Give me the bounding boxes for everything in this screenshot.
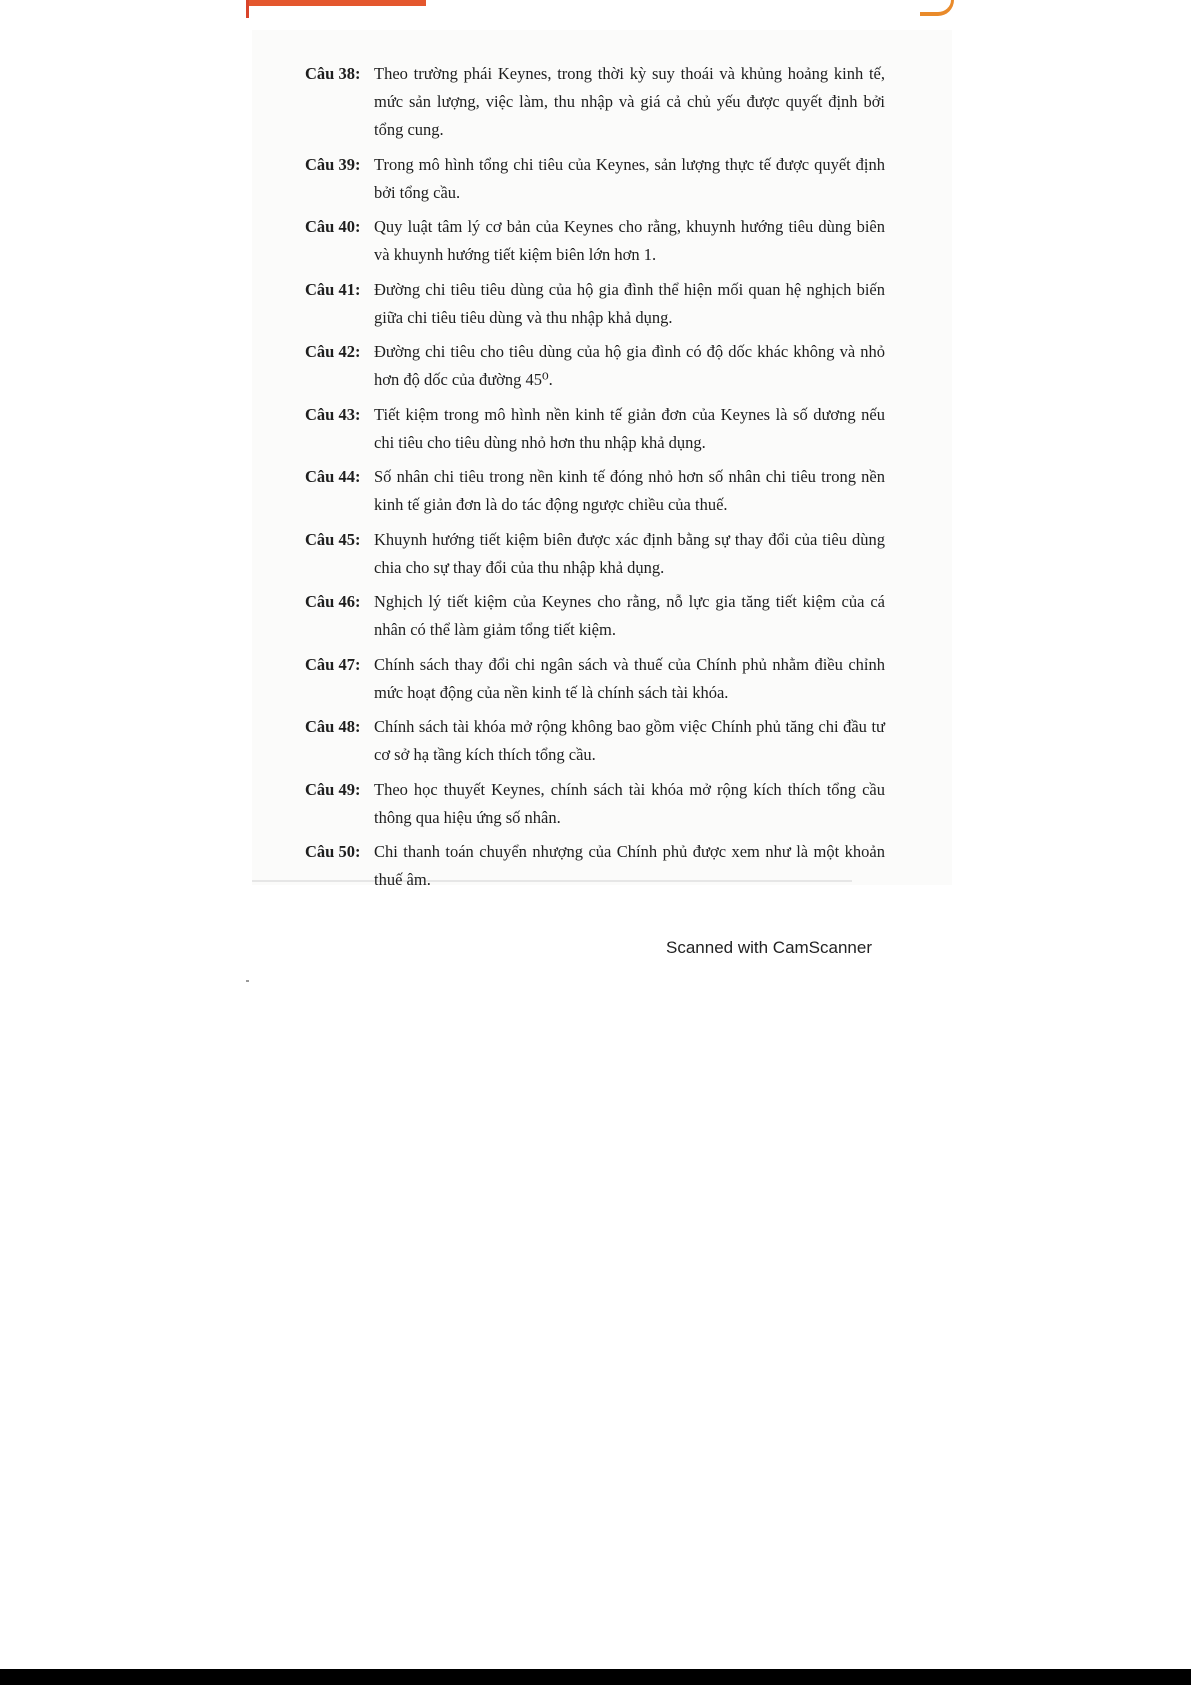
question-item [305, 776, 885, 832]
question-label: Câu 49: [305, 779, 361, 799]
question-label: Câu 38: [305, 64, 361, 83]
question-label: Câu 43: [305, 404, 361, 424]
question-text: Chi thanh toán chuyển nhượng của Chính phủ được xem như là một khoản thuế âm. [374, 842, 885, 889]
question-label: Câu 39: [305, 154, 361, 174]
question-item [305, 651, 885, 707]
question-item [305, 213, 885, 269]
question-item [305, 60, 885, 144]
question-text: Tiết kiệm trong mô hình nền kinh tế giản đơn của Keynes là số dương nếu chi tiêu cho tiêu dùng nhỏ hơn thu nhập khả dụng. [374, 404, 885, 452]
question-text: Quy luật tâm lý cơ bản của Keynes cho rằng, khuynh hướng tiêu dùng biên và khuynh hướng tiết kiệm biên lớn hơn 1. [374, 217, 885, 264]
question-label: Câu 44: [305, 467, 361, 486]
question-item [305, 526, 885, 582]
question-item [305, 276, 885, 332]
question-label: Câu 48: [305, 717, 361, 736]
question-label: Câu 42: [305, 342, 361, 361]
top-accent-mark-left [246, 0, 426, 6]
question-item [305, 588, 885, 644]
question-list [305, 60, 885, 901]
question-text: Nghịch lý tiết kiệm của Keynes cho rằng, nỗ lực gia tăng tiết kiệm của cá nhân có thể làm giảm tổng tiết kiệm. [374, 592, 885, 639]
question-text: Đường chi tiêu cho tiêu dùng của hộ gia đình có độ dốc khác không và nhỏ hơn độ dốc của đường 45⁰. [374, 342, 885, 389]
question-text: Chính sách tài khóa mở rộng không bao gồm việc Chính phủ tăng chi đầu tư cơ sở hạ tầng kích thích tổng cầu. [374, 717, 885, 764]
question-label: Câu 46: [305, 592, 361, 611]
scan-speck [246, 980, 249, 982]
question-item [305, 338, 885, 394]
question-item [305, 713, 885, 769]
question-label: Câu 50: [305, 842, 361, 861]
question-text: Chính sách thay đổi chi ngân sách và thuế của Chính phủ nhằm điều chỉnh mức hoạt động của nền kinh tế là chính sách tài khóa. [374, 654, 885, 702]
question-label: Câu 41: [305, 279, 361, 299]
question-text: Theo trường phái Keynes, trong thời kỳ suy thoái và khủng hoảng kinh tế, mức sản lượng, việc làm, thu nhập và giá cả chủ yếu được quyết định bởi tổng cung. [374, 64, 885, 139]
question-text: Số nhân chi tiêu trong nền kinh tế đóng nhỏ hơn số nhân chi tiêu trong nền kinh tế giản đơn là do tác động ngược chiều của thuế. [374, 467, 885, 514]
question-label: Câu 47: [305, 654, 361, 674]
question-text: Trong mô hình tổng chi tiêu của Keynes, sản lượng thực tế được quyết định bởi tổng cầu. [374, 154, 885, 202]
question-label: Câu 45: [305, 529, 361, 549]
camscanner-watermark: Scanned with CamScanner [666, 938, 873, 957]
question-item [305, 838, 885, 894]
top-accent-mark-right [920, 0, 954, 16]
question-item [305, 401, 885, 457]
bottom-black-bar [0, 1669, 1191, 1685]
question-text: Khuynh hướng tiết kiệm biên được xác định bằng sự thay đổi của tiêu dùng chia cho sự thay đổi của thu nhập khả dụng. [374, 529, 885, 577]
question-item [305, 463, 885, 519]
question-text: Theo học thuyết Keynes, chính sách tài khóa mở rộng kích thích tổng cầu thông qua hiệu ứng số nhân. [374, 779, 885, 827]
question-item [305, 151, 885, 207]
question-label: Câu 40: [305, 217, 361, 236]
question-text: Đường chi tiêu tiêu dùng của hộ gia đình thể hiện mối quan hệ nghịch biến giữa chi tiêu tiêu dùng và thu nhập khả dụng. [374, 279, 885, 327]
top-accent-mark-left-tail [246, 0, 249, 18]
